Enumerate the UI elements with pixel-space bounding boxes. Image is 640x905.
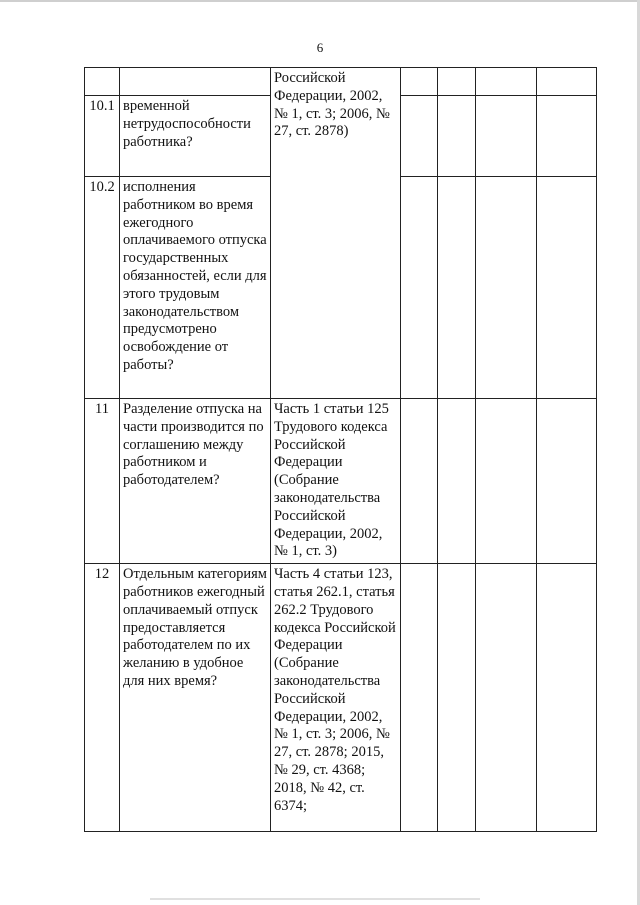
answer-not-applicable-cell: [476, 96, 537, 177]
table-row: [85, 68, 597, 96]
answer-not-applicable-cell: [476, 177, 537, 399]
page-edge-bottom: [150, 898, 480, 900]
answer-yes-cell: [401, 399, 438, 564]
answer-not-applicable-cell: [476, 399, 537, 564]
question-cell: Разделение отпуска на части производится по соглашению между работником и работодателем?: [120, 399, 271, 564]
answer-no-cell: [438, 177, 476, 399]
page-number: 6: [316, 40, 324, 55]
answer-no-cell: [438, 564, 476, 832]
row-number: 10.1: [85, 96, 120, 177]
row-number: 10.2: [85, 177, 120, 399]
page-edge-top: [0, 0, 640, 2]
note-cell: [537, 96, 597, 177]
note-cell: [537, 399, 597, 564]
note-cell: [537, 177, 597, 399]
question-cell: Отдельным категориям работников ежегодный оплачиваемый отпуск предоставляется работодателем по их желанию в удобное для них время?: [120, 564, 271, 832]
answer-no-cell: [438, 399, 476, 564]
checklist-table: [84, 67, 597, 832]
answer-not-applicable-cell: [476, 564, 537, 832]
note-cell: [537, 68, 597, 96]
answer-yes-cell: [401, 96, 438, 177]
question-cell: [120, 68, 271, 96]
table-row: [85, 564, 597, 832]
answer-yes-cell: [401, 68, 438, 96]
row-number: [85, 68, 120, 96]
note-cell: [537, 564, 597, 832]
legal-reference-cell: Часть 4 статьи 123, статья 262.1, статья 262.2 Трудового кодекса Российской Федерации (Собрание законодательства Российской Федерации, 2002, № 1, ст. 3; 2006, № 27, ст. 2878; 2015, № 29, ст. 4368; 2018, № 42, ст. 6374;: [271, 564, 401, 832]
answer-no-cell: [438, 96, 476, 177]
table-row: [85, 399, 597, 564]
row-number: 12: [85, 564, 120, 832]
answer-yes-cell: [401, 177, 438, 399]
answer-no-cell: [438, 68, 476, 96]
legal-reference-cell: Часть 1 статьи 125 Трудового кодекса Российской Федерации (Собрание законодательства Российской Федерации, 2002, № 1, ст. 3): [271, 399, 401, 564]
legal-reference-cell: Российской Федерации, 2002, № 1, ст. 3; 2006, № 27, ст. 2878): [271, 68, 401, 399]
answer-not-applicable-cell: [476, 68, 537, 96]
answer-yes-cell: [401, 564, 438, 832]
question-cell: временной нетрудоспособности работника?: [120, 96, 271, 177]
question-cell: исполнения работником во время ежегодного оплачиваемого отпуска государственных обязанностей, если для этого трудовым законодательством предусмотрено освобождение от работы?: [120, 177, 271, 399]
row-number: 11: [85, 399, 120, 564]
